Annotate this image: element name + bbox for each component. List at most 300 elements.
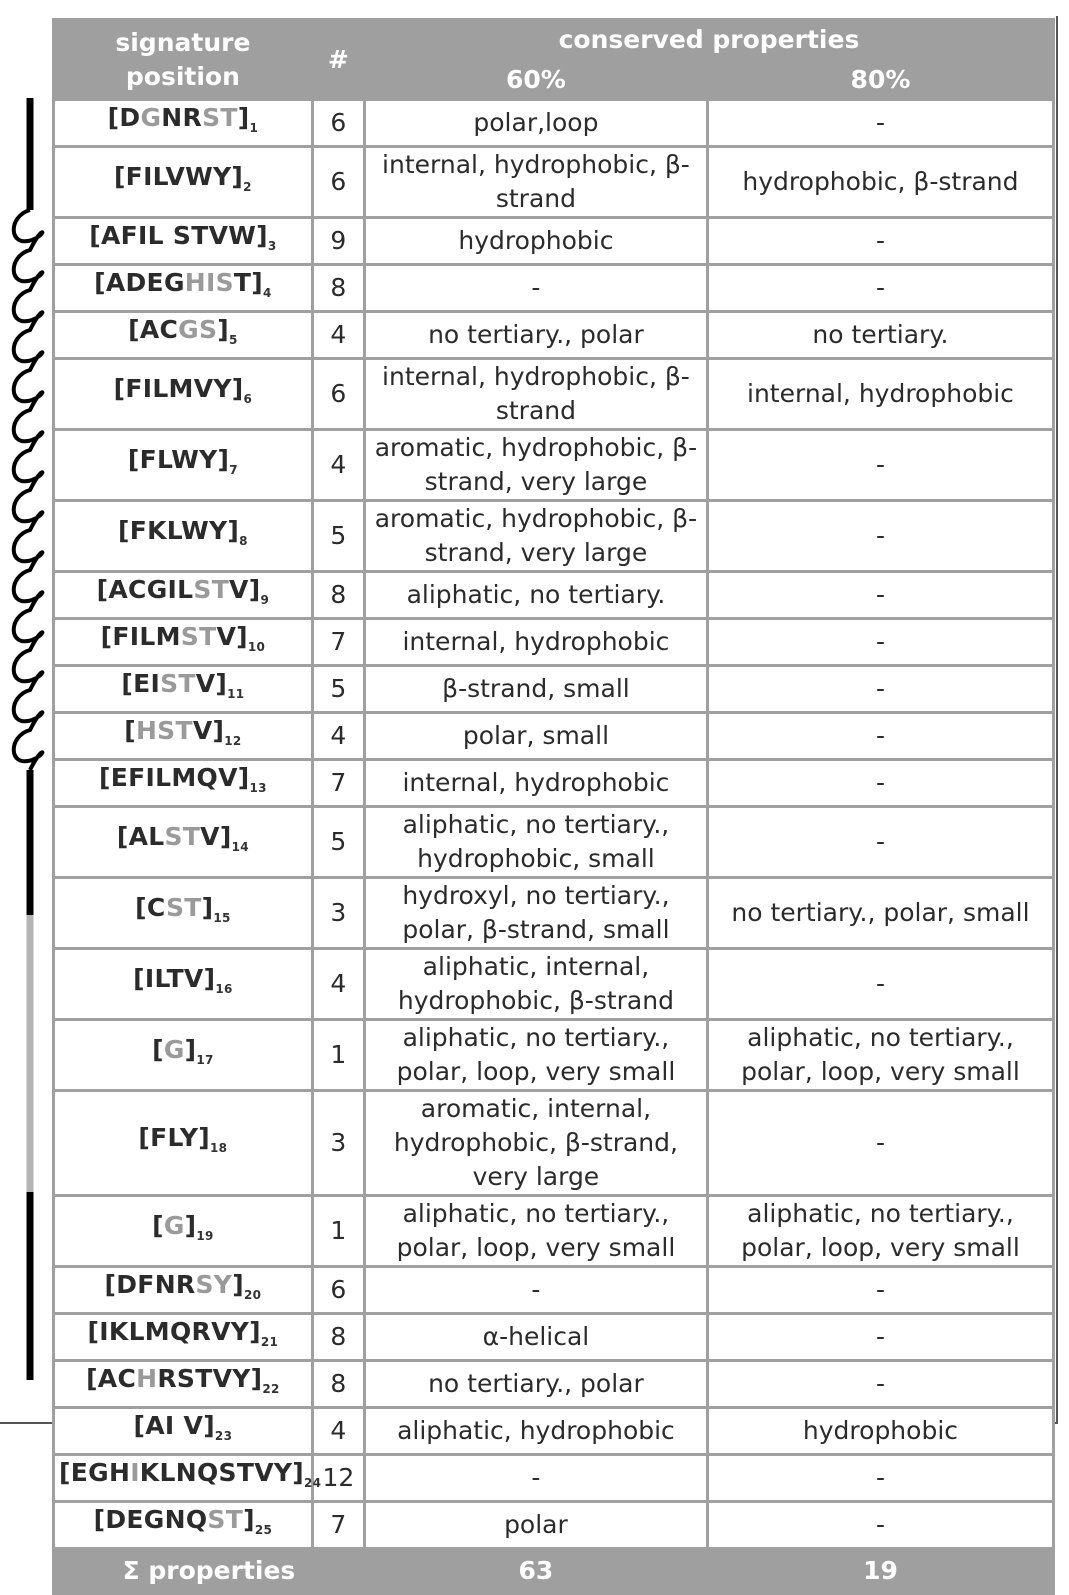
position-index: 10: [247, 640, 266, 654]
position-index: 1: [249, 121, 259, 135]
residue-letter: [: [121, 669, 134, 698]
properties-80-cell: -: [707, 1361, 1053, 1408]
residue-letter: V: [195, 669, 216, 698]
secondary-structure-track: [0, 0, 52, 1435]
properties-60-cell: aliphatic, no tertiary.: [364, 572, 707, 619]
residue-letter: G: [163, 268, 185, 297]
residue-letter: S: [157, 716, 176, 745]
residue-letter: I: [164, 1411, 175, 1440]
residue-letter: Y: [230, 1317, 250, 1346]
residue-letter: [: [117, 516, 130, 545]
table-row: [54, 1361, 1054, 1408]
properties-80-cell: -: [707, 1091, 1053, 1196]
residue-letter: Y: [208, 516, 228, 545]
residue-letter: I: [130, 1458, 140, 1487]
table-row: [54, 359, 1054, 430]
properties-60-cell: -: [364, 265, 707, 312]
residue-letter: A: [105, 268, 126, 297]
residue-letter: F: [128, 763, 146, 792]
residue-letter: I: [150, 669, 161, 698]
table-row: [54, 265, 1054, 312]
footer-label: Σ properties: [54, 1549, 365, 1594]
properties-80-cell: no tertiary.: [707, 312, 1053, 359]
residue-letter: L: [148, 822, 165, 851]
residue-letter: ]: [237, 763, 250, 792]
residue-letter: K: [139, 1458, 160, 1487]
residue-letter: T: [166, 964, 184, 993]
residue-letter: Y: [273, 1458, 293, 1487]
properties-80-cell: -: [707, 760, 1053, 807]
residue-letter: [: [59, 1458, 71, 1487]
residue-letter: ]: [184, 1211, 197, 1240]
residue-letter: [: [152, 1211, 164, 1240]
residue-letter: S: [207, 1505, 226, 1534]
residue-count-cell: 7: [312, 619, 364, 666]
residue-letter: A: [108, 575, 129, 604]
residue-letter: V: [208, 221, 229, 250]
table-body: [54, 100, 1054, 1549]
residue-letter: G: [88, 1458, 109, 1487]
table-row: [54, 312, 1054, 359]
residue-letter: V: [200, 822, 220, 851]
properties-60-cell: β-strand, small: [364, 666, 707, 713]
properties-80-cell: no tertiary., polar, small: [707, 878, 1053, 949]
properties-60-cell: aromatic, hydrophobic, β-strand, very large: [364, 430, 707, 501]
residue-letter: ]: [219, 822, 232, 851]
table-row: [54, 100, 1054, 147]
residue-count-cell: 4: [312, 713, 364, 760]
table-row: [54, 760, 1054, 807]
properties-60-cell: polar,loop: [364, 100, 707, 147]
residue-count-cell: 8: [312, 572, 364, 619]
residue-letter: [: [152, 1035, 164, 1064]
residue-letter: V: [229, 575, 249, 604]
residue-letter: C: [146, 893, 166, 922]
residue-count-cell: 4: [312, 949, 364, 1020]
residue-letter: ]: [256, 221, 268, 250]
properties-60-cell: aromatic, internal, hydrophobic, β-strand, very large: [364, 1091, 707, 1196]
residue-letter: M: [171, 763, 197, 792]
position-index: 22: [262, 1382, 280, 1396]
residue-letter: ]: [217, 315, 230, 344]
properties-80-cell: -: [707, 218, 1053, 265]
residue-letter: ]: [248, 575, 261, 604]
residue-letter: V: [212, 1364, 233, 1393]
residue-count-cell: 4: [312, 430, 364, 501]
residue-letter: D: [116, 1270, 138, 1299]
residue-letter: ]: [231, 162, 244, 191]
table-row: [54, 713, 1054, 760]
residue-letter: T: [225, 1505, 244, 1534]
signature-position-cell: [54, 1020, 313, 1091]
table-row: [54, 147, 1054, 218]
residue-count-cell: 6: [312, 359, 364, 430]
properties-60-cell: aromatic, hydrophobic, β-strand, very large: [364, 501, 707, 572]
residue-letter: I: [143, 162, 153, 191]
residue-letter: ]: [237, 103, 250, 132]
residue-letter: F: [125, 374, 143, 403]
residue-letter: I: [138, 221, 148, 250]
properties-80-cell: aliphatic, no tertiary., polar, loop, very small: [707, 1020, 1053, 1091]
position-index: 7: [229, 463, 238, 477]
residue-letter: ]: [231, 374, 244, 403]
residue-letter: T: [182, 822, 201, 851]
residue-count-cell: 8: [312, 265, 364, 312]
table-row: [54, 1267, 1054, 1314]
residue-letter: R: [191, 1317, 212, 1346]
residue-letter: L: [152, 374, 169, 403]
signature-position-cell: [54, 878, 313, 949]
residue-letter: T: [191, 221, 209, 250]
position-index: 18: [210, 1141, 228, 1155]
position-index: 23: [214, 1429, 233, 1443]
signature-position-cell: [54, 713, 313, 760]
residue-letter: A: [101, 221, 121, 250]
residue-letter: L: [147, 221, 164, 250]
residue-letter: G: [163, 1211, 185, 1240]
residue-letter: D: [125, 268, 147, 297]
residue-letter: S: [176, 1364, 196, 1393]
helix-coil: [14, 210, 43, 770]
residue-letter: W: [181, 516, 209, 545]
residue-letter: I: [206, 268, 216, 297]
residue-letter: H: [108, 1458, 131, 1487]
signature-position-cell: [54, 265, 313, 312]
residue-letter: [: [94, 268, 106, 297]
residue-letter: ]: [250, 1364, 263, 1393]
footer-total-80: 19: [707, 1549, 1053, 1594]
header-conserved-properties: conserved properties: [364, 20, 1053, 61]
residue-letter: F: [150, 1123, 168, 1152]
residue-letter: Y: [213, 1270, 233, 1299]
residue-letter: W: [171, 445, 200, 474]
residue-letter: I: [142, 374, 153, 403]
residue-letter: F: [139, 445, 157, 474]
residue-letter: L: [139, 622, 156, 651]
residue-letter: [: [128, 315, 140, 344]
residue-count-cell: 4: [312, 1408, 364, 1455]
residue-letter: E: [146, 268, 164, 297]
residue-letter: ]: [198, 1123, 211, 1152]
properties-80-cell: -: [707, 100, 1053, 147]
properties-60-cell: internal, hydrophobic: [364, 619, 707, 666]
residue-letter: T: [220, 103, 238, 132]
position-index: 17: [196, 1053, 214, 1067]
residue-letter: L: [166, 516, 182, 545]
residue-letter: V: [165, 162, 186, 191]
signature-position-cell: [54, 1091, 313, 1196]
residue-letter: S: [195, 1270, 214, 1299]
residue-count-cell: 9: [312, 218, 364, 265]
properties-60-cell: aliphatic, no tertiary., hydrophobic, small: [364, 807, 707, 878]
properties-80-cell: internal, hydrophobic: [707, 359, 1053, 430]
residue-letter: ]: [227, 516, 240, 545]
residue-letter: ]: [249, 1317, 261, 1346]
position-index: 19: [196, 1229, 214, 1243]
residue-letter: W: [185, 162, 214, 191]
table-row: [54, 1455, 1054, 1502]
residue-count-cell: 5: [312, 807, 364, 878]
residue-letter: C: [117, 1364, 137, 1393]
residue-letter: ]: [215, 669, 228, 698]
signature-position-cell: [54, 572, 313, 619]
residue-letter: H: [135, 716, 158, 745]
residue-letter: ]: [203, 1411, 215, 1440]
residue-letter: Y: [213, 374, 232, 403]
position-index: 5: [229, 333, 238, 347]
residue-letter: L: [154, 964, 167, 993]
properties-60-cell: -: [364, 1455, 707, 1502]
residue-letter: ]: [184, 1035, 197, 1064]
properties-60-cell: no tertiary., polar: [364, 312, 707, 359]
properties-60-cell: aliphatic, hydrophobic: [364, 1408, 707, 1455]
residue-letter: C: [159, 315, 179, 344]
signature-position-cell: [54, 100, 313, 147]
residue-letter: S: [215, 268, 234, 297]
signature-position-cell: [54, 1267, 313, 1314]
signature-position-cell: [54, 430, 313, 501]
signature-position-cell: [54, 147, 313, 218]
residue-letter: M: [155, 622, 181, 651]
signature-position-cell: [54, 1455, 322, 1502]
residue-letter: S: [193, 575, 212, 604]
properties-60-cell: internal, hydrophobic, β-strand: [364, 359, 707, 430]
residue-letter: Y: [199, 445, 218, 474]
residue-letter: [: [138, 1123, 151, 1152]
residue-count-cell: 7: [312, 1502, 364, 1549]
footer-row: [54, 1549, 1054, 1594]
residue-letter: E: [133, 669, 151, 698]
residue-letter: Q: [185, 1505, 208, 1534]
header-signature-position: signature position: [54, 20, 313, 100]
residue-count-cell: 6: [312, 147, 364, 218]
table-row: [54, 501, 1054, 572]
residue-letter: H: [184, 268, 206, 297]
properties-80-cell: -: [707, 265, 1053, 312]
properties-60-cell: no tertiary., polar: [364, 1361, 707, 1408]
residue-letter: [: [135, 893, 147, 922]
residue-letter: L: [159, 1458, 176, 1487]
signature-position-cell: [54, 218, 313, 265]
residue-letter: L: [128, 1317, 145, 1346]
position-index: 24: [303, 1476, 322, 1490]
signature-position-cell: [54, 949, 313, 1020]
residue-letter: ]: [212, 716, 225, 745]
residue-letter: S: [198, 315, 218, 344]
header-80-percent: 80%: [707, 61, 1053, 100]
table-row: [54, 1314, 1054, 1361]
residue-count-cell: 6: [312, 1267, 364, 1314]
properties-80-cell: -: [707, 501, 1053, 572]
residue-count-cell: 8: [312, 1361, 364, 1408]
properties-80-cell: -: [707, 1267, 1053, 1314]
residue-letter: F: [125, 162, 144, 191]
position-index: 11: [227, 687, 245, 701]
residue-letter: V: [211, 1317, 231, 1346]
residue-letter: E: [110, 763, 129, 792]
position-index: 4: [263, 286, 272, 300]
residue-letter: S: [180, 622, 200, 651]
residue-count-cell: 3: [312, 1091, 364, 1196]
residue-letter: [: [133, 1411, 146, 1440]
residue-letter: [: [86, 1364, 98, 1393]
residue-letter: [: [124, 716, 136, 745]
residue-letter: S: [202, 103, 221, 132]
residue-letter: S: [164, 822, 183, 851]
residue-letter: G: [143, 1505, 165, 1534]
signature-position-cell: [54, 1408, 313, 1455]
table-row: [54, 1020, 1054, 1091]
residue-letter: T: [199, 622, 217, 651]
residue-letter: V: [254, 1458, 274, 1487]
residue-letter: G: [146, 575, 168, 604]
signature-position-cell: [54, 1314, 313, 1361]
table-row: [54, 666, 1054, 713]
residue-letter: M: [168, 374, 194, 403]
residue-letter: K: [108, 1317, 129, 1346]
residue-letter: I: [99, 1317, 109, 1346]
residue-letter: V: [192, 716, 213, 745]
residue-letter: V: [193, 374, 214, 403]
residue-letter: L: [177, 575, 194, 604]
residue-count-cell: 5: [312, 666, 364, 713]
header-count: #: [312, 20, 364, 100]
position-index: 12: [224, 734, 242, 748]
residue-letter: [: [107, 103, 120, 132]
footer-total-60: 63: [364, 1549, 707, 1594]
residue-count-cell: 12: [312, 1455, 364, 1502]
table-row: [54, 807, 1054, 878]
residue-letter: F: [129, 516, 148, 545]
properties-60-cell: hydrophobic: [364, 218, 707, 265]
residue-letter: [: [104, 1270, 117, 1299]
signature-position-cell: [54, 807, 313, 878]
residue-letter: A: [97, 1364, 118, 1393]
residue-letter: L: [156, 445, 172, 474]
residue-letter: T: [211, 575, 230, 604]
properties-60-cell: polar, small: [364, 713, 707, 760]
residue-letter: S: [160, 669, 179, 698]
properties-80-cell: -: [707, 1455, 1053, 1502]
properties-80-cell: -: [707, 666, 1053, 713]
residue-letter: [: [133, 964, 145, 993]
properties-60-cell: polar: [364, 1502, 707, 1549]
residue-letter: V: [174, 1411, 204, 1440]
residue-letter: ]: [203, 964, 216, 993]
residue-count-cell: 4: [312, 312, 364, 359]
residue-letter: G: [163, 1035, 185, 1064]
residue-letter: N: [164, 1505, 186, 1534]
properties-80-cell: hydrophobic: [707, 1408, 1053, 1455]
properties-80-cell: aliphatic, no tertiary., polar, loop, very small: [707, 1196, 1053, 1267]
signature-position-cell: [54, 1196, 313, 1267]
signature-position-cell: [54, 666, 313, 713]
residue-letter: S: [165, 893, 185, 922]
residue-letter: [: [93, 1505, 106, 1534]
signature-position-cell: [54, 760, 313, 807]
residue-count-cell: 6: [312, 100, 364, 147]
residue-letter: Q: [196, 1458, 219, 1487]
properties-60-cell: -: [364, 1267, 707, 1314]
position-index: 6: [243, 392, 253, 406]
residue-count-cell: 1: [312, 1196, 364, 1267]
residue-letter: Y: [232, 1364, 251, 1393]
position-index: 21: [260, 1335, 279, 1349]
residue-count-cell: 8: [312, 1314, 364, 1361]
residue-letter: T: [178, 669, 196, 698]
residue-letter: N: [154, 1270, 176, 1299]
residue-letter: K: [147, 516, 167, 545]
residue-letter: ]: [201, 893, 214, 922]
table-row: [54, 1502, 1054, 1549]
residue-letter: [: [96, 575, 109, 604]
residue-letter: W: [228, 221, 257, 250]
residue-letter: G: [140, 103, 162, 132]
residue-letter: [: [98, 763, 111, 792]
properties-60-cell: aliphatic, no tertiary., polar, loop, very small: [364, 1020, 707, 1091]
properties-60-cell: internal, hydrophobic: [364, 760, 707, 807]
properties-80-cell: -: [707, 949, 1053, 1020]
position-index: 3: [267, 239, 277, 253]
properties-80-cell: hydrophobic, β-strand: [707, 147, 1053, 218]
table-row: [54, 1408, 1054, 1455]
residue-letter: R: [175, 1270, 196, 1299]
signature-position-cell: [54, 501, 313, 572]
properties-60-cell: internal, hydrophobic, β-strand: [364, 147, 707, 218]
position-index: 2: [243, 180, 252, 194]
residue-letter: Y: [213, 162, 232, 191]
properties-60-cell: aliphatic, no tertiary., polar, loop, very small: [364, 1196, 707, 1267]
residue-count-cell: 5: [312, 501, 364, 572]
residue-letter: V: [216, 622, 237, 651]
residue-letter: S: [163, 221, 192, 250]
properties-80-cell: -: [707, 619, 1053, 666]
table-row: [54, 430, 1054, 501]
residue-letter: [: [113, 374, 126, 403]
properties-80-cell: -: [707, 807, 1053, 878]
residue-letter: A: [128, 822, 149, 851]
residue-letter: [: [116, 822, 129, 851]
position-index: 14: [231, 840, 249, 854]
properties-60-cell: hydroxyl, no tertiary., polar, β-strand, small: [364, 878, 707, 949]
signature-position-cell: [54, 1361, 313, 1408]
position-index: 16: [215, 982, 233, 996]
properties-80-cell: -: [707, 1314, 1053, 1361]
table-row: [54, 619, 1054, 666]
residue-letter: I: [144, 964, 155, 993]
residue-letter: Q: [169, 1317, 192, 1346]
residue-letter: I: [129, 622, 140, 651]
residue-letter: Y: [179, 1123, 199, 1152]
properties-80-cell: -: [707, 713, 1053, 760]
position-index: 13: [249, 781, 267, 795]
residue-letter: ]: [236, 622, 248, 651]
table-row: [54, 218, 1054, 265]
residue-letter: R: [157, 1364, 177, 1393]
residue-letter: D: [119, 103, 141, 132]
signature-table: [52, 18, 1055, 1595]
residue-letter: A: [145, 1411, 165, 1440]
position-index: 25: [254, 1523, 273, 1537]
residue-letter: H: [136, 1364, 158, 1393]
residue-letter: Q: [196, 763, 219, 792]
residue-letter: T: [175, 716, 193, 745]
residue-letter: E: [126, 1505, 144, 1534]
residue-letter: G: [178, 315, 199, 344]
residue-letter: I: [167, 575, 178, 604]
signature-position-cell: [54, 1502, 313, 1549]
residue-letter: R: [182, 103, 203, 132]
